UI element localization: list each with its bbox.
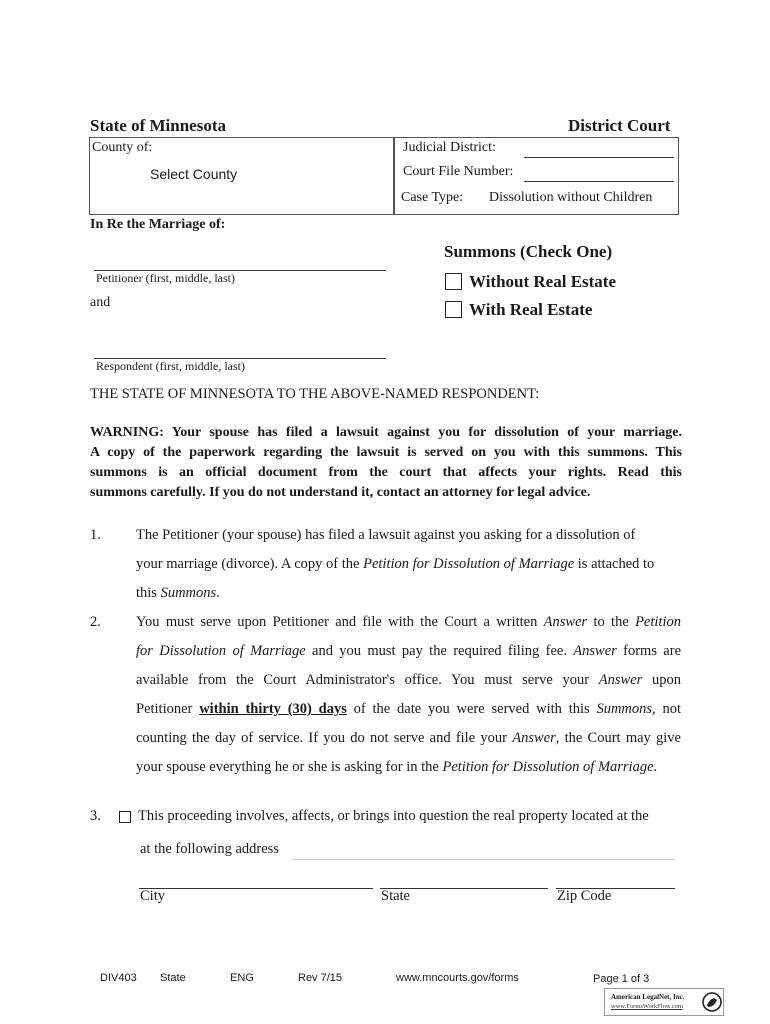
- zip-field[interactable]: [556, 872, 675, 889]
- state-label: State: [381, 888, 410, 904]
- item-3-line-1: This proceeding involves, affects, or brings into question the real property located at the: [138, 808, 649, 824]
- item-2-line-3: [136, 666, 681, 695]
- item-2-line-2: [136, 637, 681, 666]
- in-re-heading: In Re the Marriage of:: [90, 217, 226, 232]
- petitioner-field[interactable]: [94, 254, 386, 271]
- item-2-l4c: of the date you were served with this: [346, 701, 597, 717]
- item-3-line-2: at the following address: [140, 841, 279, 857]
- real-property-checkbox[interactable]: [119, 811, 131, 823]
- city-label: City: [140, 888, 165, 904]
- item-2-l3c: upon: [642, 672, 681, 688]
- answer-ref: Answer: [512, 730, 556, 746]
- petition-ref: Petition for Dissolution of Marriage: [442, 759, 654, 775]
- zip-label: Zip Code: [557, 888, 612, 904]
- footer-page-number: Page 1 of 3: [593, 973, 650, 985]
- case-type-label: Case Type:: [401, 190, 464, 205]
- petition-ref: for Dissolution of Marriage: [136, 643, 306, 659]
- county-label: County of:: [92, 140, 153, 155]
- item-1-line-2: [136, 550, 681, 579]
- summons-ref: Summons: [160, 585, 217, 601]
- warning-line-2: A copy of the paperwork regarding the lawsuit is served on you with this summons. This: [90, 445, 682, 460]
- item-1-number: 1.: [90, 527, 101, 543]
- item-2-l4a: Petitioner: [136, 701, 200, 717]
- publisher-url[interactable]: www.FormsWorkFlow.com: [611, 1003, 683, 1010]
- case-type-value: Dissolution without Children: [489, 190, 653, 205]
- footer-url[interactable]: www.mncourts.gov/forms: [396, 972, 519, 984]
- item-1-text: [136, 521, 681, 608]
- judicial-district-label: Judicial District:: [403, 140, 496, 155]
- without-real-estate-checkbox[interactable]: [445, 273, 462, 290]
- item-2-number: 2.: [90, 614, 101, 630]
- warning-paragraph: [90, 423, 682, 503]
- item-1-line-1: The Petitioner (your spouse) has filed a lawsuit against you asking for a dissolution of: [136, 527, 636, 543]
- item-1-line-3: [136, 579, 681, 608]
- judicial-district-field[interactable]: [524, 140, 674, 158]
- item-2-line-5: [136, 724, 681, 753]
- answer-ref: Answer: [598, 672, 643, 688]
- warning-line-1: WARNING: Your spouse has filed a lawsuit against you for dissolution of your marriage.: [90, 425, 682, 440]
- answer-ref: Answer: [543, 614, 588, 630]
- city-field[interactable]: [139, 872, 373, 889]
- state-field[interactable]: [380, 872, 548, 889]
- footer-state: State: [160, 972, 186, 984]
- item-2-l1a: You must serve upon Petitioner and file with the Court a written: [136, 614, 544, 630]
- item-3-number: 3.: [90, 808, 101, 824]
- respondent-field[interactable]: [94, 342, 386, 359]
- court-file-field[interactable]: [524, 164, 674, 182]
- county-select[interactable]: Select County: [150, 166, 238, 182]
- to-respondent-heading: THE STATE OF MINNESOTA TO THE ABOVE-NAMED RESPONDENT:: [90, 386, 540, 402]
- footer-revision: Rev 7/15: [298, 972, 343, 984]
- item-2-line-4: [136, 695, 681, 724]
- summons-title: Summons (Check One): [444, 242, 613, 261]
- footer-form-number: DIV403: [100, 972, 137, 984]
- petitioner-label: Petitioner (first, middle, last): [96, 271, 235, 285]
- and-text: and: [90, 295, 111, 310]
- item-2-line-6: [136, 753, 681, 782]
- without-real-estate-label: Without Real Estate: [469, 272, 617, 291]
- item-2-l5c: , the Court may give: [555, 730, 681, 746]
- item-1-l3a: this: [136, 585, 161, 601]
- petition-ref: Petition: [635, 614, 681, 630]
- item-1-l2a: your marriage (divorce). A copy of the: [136, 556, 364, 572]
- petition-ref: Petition for Dissolution of Marriage: [363, 556, 575, 572]
- deadline-text: within thirty (30) days: [199, 701, 347, 717]
- court-heading: District Court: [568, 116, 671, 135]
- with-real-estate-checkbox[interactable]: [445, 301, 462, 318]
- respondent-label: Respondent (first, middle, last): [96, 359, 245, 373]
- item-1-l2c: is attached to: [574, 556, 655, 572]
- item-2-l5a: counting the day of service. If you do not serve and file your: [136, 730, 513, 746]
- court-file-label: Court File Number:: [403, 164, 514, 179]
- publisher-logo-icon: [702, 991, 722, 1013]
- item-2-l3a: available from the Court Administrator's office. You must serve your: [136, 672, 599, 688]
- footer-language: ENG: [230, 972, 254, 984]
- item-2-l6c: .: [653, 759, 658, 775]
- item-2-l6a: your spouse everything he or she is asking for in the: [136, 759, 443, 775]
- publisher-name: American LegalNet, Inc.: [611, 993, 685, 1001]
- item-2-l4e: , not: [652, 701, 681, 717]
- item-2-text: [136, 608, 681, 782]
- item-1-l3c: .: [216, 585, 220, 601]
- warning-line-3: summons is an official document from the court that affects your rights. Read this: [90, 465, 682, 480]
- publisher-stamp: [604, 988, 724, 1016]
- address-field[interactable]: [292, 843, 675, 860]
- state-heading: State of Minnesota: [90, 116, 226, 135]
- with-real-estate-label: With Real Estate: [469, 300, 593, 319]
- summons-ref: Summons: [596, 701, 653, 717]
- item-2-line-1: [136, 608, 681, 637]
- warning-line-4: summons carefully. If you do not understand it, contact an attorney for legal advice.: [90, 485, 591, 500]
- item-2-l1c: to the: [587, 614, 636, 630]
- item-2-l2b: and you must pay the required filing fee.: [305, 643, 574, 659]
- answer-ref: Answer: [573, 643, 617, 659]
- item-2-l2d: forms are: [616, 643, 681, 659]
